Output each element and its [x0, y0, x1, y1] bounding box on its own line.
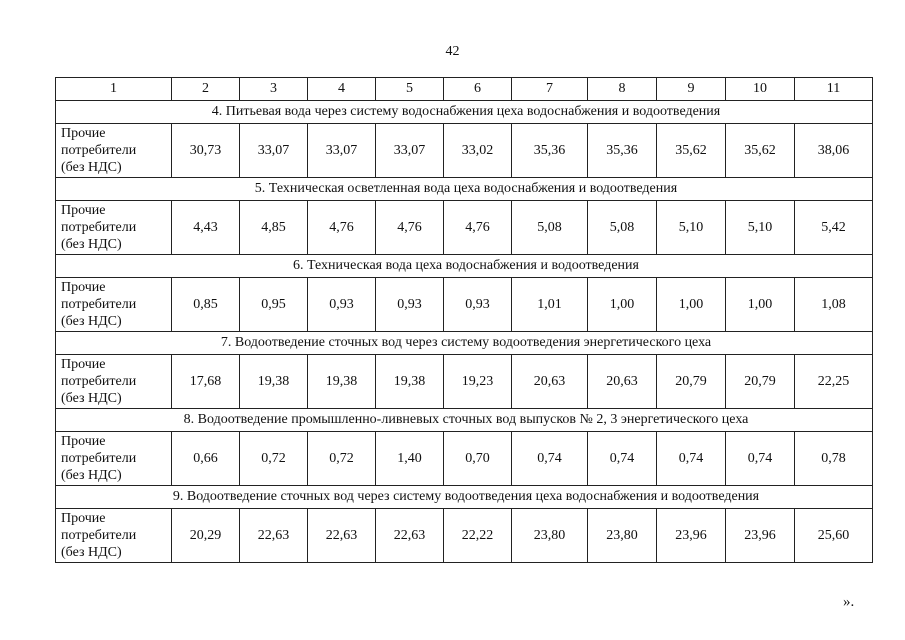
tariff-value-cell: 1,08 — [795, 278, 873, 332]
column-header-cell: 2 — [172, 78, 240, 101]
tariff-value-cell: 0,72 — [240, 432, 308, 486]
tariff-value-cell: 22,25 — [795, 355, 873, 409]
table-row — [56, 355, 873, 409]
tariff-value-cell: 19,38 — [308, 355, 376, 409]
column-header-cell: 6 — [444, 78, 512, 101]
tariff-value-cell: 20,29 — [172, 509, 240, 563]
consumer-label-line: Прочие — [61, 434, 106, 449]
table-row — [56, 432, 873, 486]
tariff-value-cell: 5,10 — [726, 201, 795, 255]
tariff-value-cell: 5,08 — [512, 201, 588, 255]
tariff-value-cell: 0,70 — [444, 432, 512, 486]
tariff-value-cell: 23,96 — [657, 509, 726, 563]
column-header-cell: 5 — [376, 78, 444, 101]
tariff-value-cell: 4,85 — [240, 201, 308, 255]
tariff-value-cell: 22,63 — [376, 509, 444, 563]
tariff-value-cell: 1,01 — [512, 278, 588, 332]
tariff-value-cell: 23,96 — [726, 509, 795, 563]
tariff-value-cell: 23,80 — [512, 509, 588, 563]
table-row — [56, 509, 873, 563]
tariff-value-cell: 20,79 — [657, 355, 726, 409]
section-title-row — [56, 332, 873, 355]
tariff-value-cell: 20,63 — [512, 355, 588, 409]
consumer-label-line: потребители — [61, 451, 137, 466]
consumer-label-line: потребители — [61, 220, 137, 235]
consumer-label-line: потребители — [61, 143, 137, 158]
tariff-value-cell: 0,74 — [588, 432, 657, 486]
section-title-row — [56, 178, 873, 201]
column-header-cell: 1 — [56, 78, 172, 101]
tariff-value-cell: 30,73 — [172, 124, 240, 178]
tariff-value-cell: 0,93 — [376, 278, 444, 332]
tariff-value-cell: 0,74 — [512, 432, 588, 486]
column-header-cell: 10 — [726, 78, 795, 101]
section-title-row — [56, 255, 873, 278]
consumer-cell — [56, 201, 172, 255]
tariff-value-cell: 33,02 — [444, 124, 512, 178]
tariff-value-cell: 33,07 — [308, 124, 376, 178]
consumer-label-line: Прочие — [61, 203, 106, 218]
tariff-value-cell: 19,23 — [444, 355, 512, 409]
tariff-value-cell: 0,74 — [657, 432, 726, 486]
tariff-value-cell: 19,38 — [376, 355, 444, 409]
tariff-value-cell: 0,95 — [240, 278, 308, 332]
tariff-value-cell: 1,00 — [588, 278, 657, 332]
consumer-label-line: (без НДС) — [61, 237, 122, 252]
tariff-value-cell: 5,08 — [588, 201, 657, 255]
section-title: 6. Техническая вода цеха водоснабжения и водоотведения — [56, 255, 873, 278]
page-number: 42 — [445, 44, 460, 59]
tariff-value-cell: 0,72 — [308, 432, 376, 486]
tariff-value-cell: 35,36 — [588, 124, 657, 178]
section-title-row — [56, 101, 873, 124]
tariff-value-cell: 35,62 — [657, 124, 726, 178]
consumer-cell — [56, 278, 172, 332]
tariff-value-cell: 5,10 — [657, 201, 726, 255]
tariff-value-cell: 22,63 — [308, 509, 376, 563]
consumer-cell — [56, 509, 172, 563]
column-header-cell: 11 — [795, 78, 873, 101]
column-header-cell: 3 — [240, 78, 308, 101]
column-header-row — [56, 78, 873, 101]
table-row — [56, 201, 873, 255]
tariff-value-cell: 0,78 — [795, 432, 873, 486]
tariff-value-cell: 4,76 — [308, 201, 376, 255]
consumer-label-line: (без НДС) — [61, 545, 122, 560]
tariff-value-cell: 1,00 — [657, 278, 726, 332]
column-header-cell: 7 — [512, 78, 588, 101]
consumer-label-line: Прочие — [61, 126, 106, 141]
tariff-table — [55, 77, 873, 563]
consumer-cell — [56, 432, 172, 486]
tariff-value-cell: 25,60 — [795, 509, 873, 563]
tariff-value-cell: 22,63 — [240, 509, 308, 563]
tariff-value-cell: 0,66 — [172, 432, 240, 486]
tariff-value-cell: 35,36 — [512, 124, 588, 178]
section-title: 8. Водоотведение промышленно-ливневых сточных вод выпусков № 2, 3 энергетического цеха — [56, 409, 873, 432]
tariff-value-cell: 23,80 — [588, 509, 657, 563]
tariff-value-cell: 1,40 — [376, 432, 444, 486]
consumer-label-line: потребители — [61, 528, 137, 543]
section-title: 4. Питьевая вода через систему водоснабжения цеха водоснабжения и водоотведения — [56, 101, 873, 124]
tariff-value-cell: 20,79 — [726, 355, 795, 409]
table-body — [56, 78, 873, 563]
section-title: 9. Водоотведение сточных вод через систему водоотведения цеха водоснабжения и водоотведения — [56, 486, 873, 509]
consumer-label-line: (без НДС) — [61, 468, 122, 483]
tariff-value-cell: 17,68 — [172, 355, 240, 409]
tariff-value-cell: 0,74 — [726, 432, 795, 486]
consumer-label-line: (без НДС) — [61, 314, 122, 329]
tariff-value-cell: 19,38 — [240, 355, 308, 409]
consumer-label-line: Прочие — [61, 511, 106, 526]
column-header-cell: 9 — [657, 78, 726, 101]
consumer-label-line: потребители — [61, 297, 137, 312]
closing-quote-mark: ». — [843, 594, 855, 610]
column-header-cell: 8 — [588, 78, 657, 101]
tariff-value-cell: 4,76 — [376, 201, 444, 255]
tariff-value-cell: 33,07 — [240, 124, 308, 178]
tariff-value-cell: 0,85 — [172, 278, 240, 332]
column-header-cell: 4 — [308, 78, 376, 101]
consumer-cell — [56, 355, 172, 409]
consumer-label-line: (без НДС) — [61, 391, 122, 406]
tariff-value-cell: 4,43 — [172, 201, 240, 255]
tariff-value-cell: 0,93 — [308, 278, 376, 332]
tariff-value-cell: 0,93 — [444, 278, 512, 332]
section-title: 5. Техническая осветленная вода цеха водоснабжения и водоотведения — [56, 178, 873, 201]
consumer-label-line: потребители — [61, 374, 137, 389]
consumer-label-line: Прочие — [61, 280, 106, 295]
tariff-value-cell: 38,06 — [795, 124, 873, 178]
tariff-value-cell: 35,62 — [726, 124, 795, 178]
tariff-value-cell: 33,07 — [376, 124, 444, 178]
section-title-row — [56, 409, 873, 432]
consumer-label-line: Прочие — [61, 357, 106, 372]
table-row — [56, 278, 873, 332]
tariff-value-cell: 1,00 — [726, 278, 795, 332]
table-row — [56, 124, 873, 178]
section-title-row — [56, 486, 873, 509]
tariff-value-cell: 22,22 — [444, 509, 512, 563]
tariff-value-cell: 5,42 — [795, 201, 873, 255]
consumer-cell — [56, 124, 172, 178]
consumer-label-line: (без НДС) — [61, 160, 122, 175]
section-title: 7. Водоотведение сточных вод через систему водоотведения энергетического цеха — [56, 332, 873, 355]
tariff-value-cell: 20,63 — [588, 355, 657, 409]
tariff-value-cell: 4,76 — [444, 201, 512, 255]
